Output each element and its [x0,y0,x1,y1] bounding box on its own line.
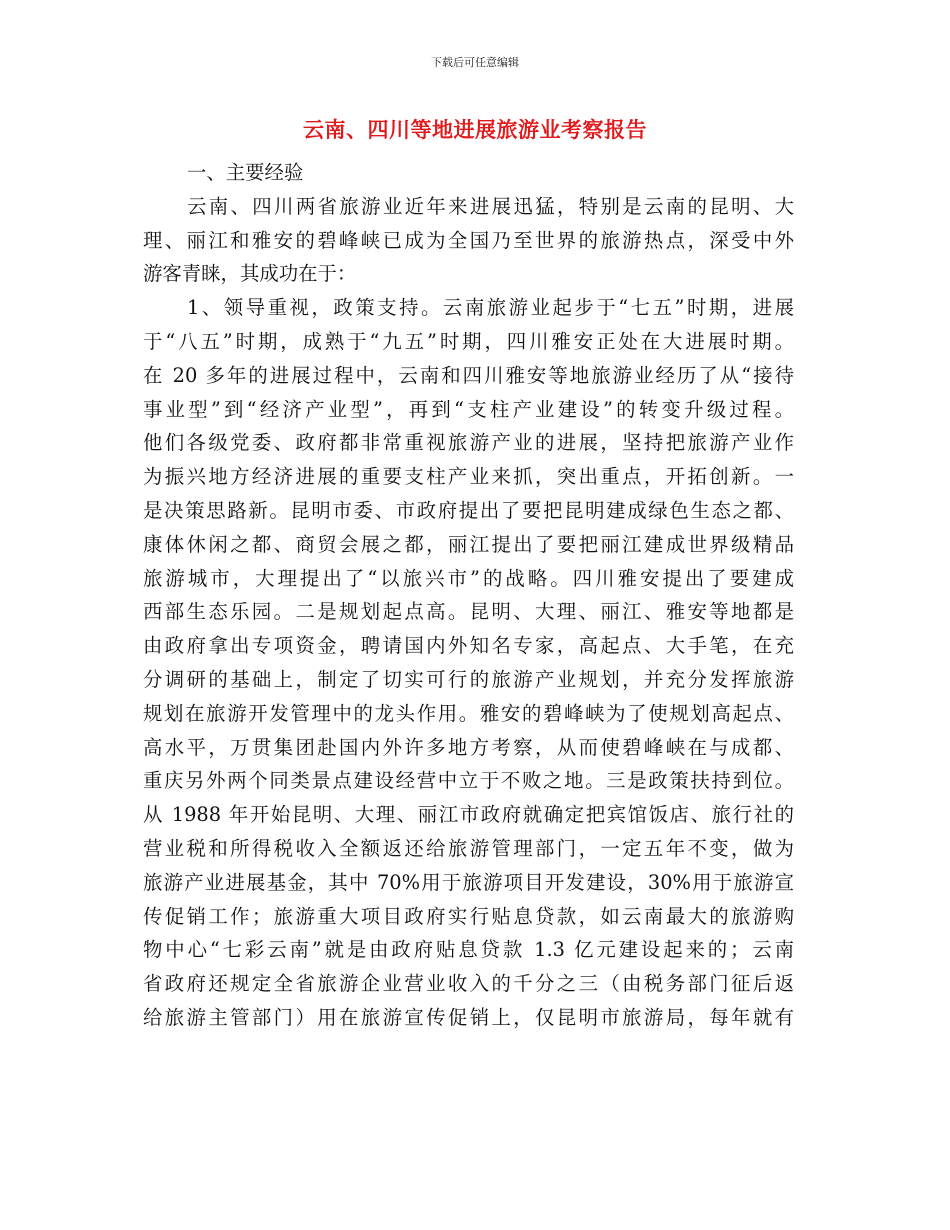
document-body [143,156,794,1035]
text-line: 从 1988 年开始昆明、大理、丽江市政府就确定把宾馆饭店、旅行社的 [143,803,794,827]
text-line: 是决策思路新。昆明市委、市政府提出了要把昆明建成绿色生态之都、 [143,498,794,522]
text-line: 给旅游主管部门）用在旅游宣传促销上，仅昆明市旅游局，每年就有 [143,1005,794,1029]
text-line: 在 20 多年的进展过程中，云南和四川雅安等地旅游业经历了从“接待 [143,363,794,387]
text-line: 物中心“七彩云南”就是由政府贴息贷款 1.3 亿元建设起来的；云南 [143,938,794,962]
text-line: 由政府拿出专项资金，聘请国内外知名专家，高起点、大手笔，在充 [143,634,794,658]
header-note: 下载后可任意编辑 [431,56,519,69]
text-line: 1、领导重视，政策支持。云南旅游业起步于“七五”时期，进展 [187,296,794,320]
text-line: 康体休闲之都、商贸会展之都，丽江提出了要把丽江建成世界级精品 [143,532,794,556]
text-line: 旅游产业进展基金，其中 70%用于旅游项目开发建设，30%用于旅游宣 [143,870,794,894]
text-line: 游客青睐，其成功在于： [143,262,357,286]
text-line: 省政府还规定全省旅游企业营业收入的千分之三（由税务部门征后返 [143,972,794,996]
text-line: 规划在旅游开发管理中的龙头作用。雅安的碧峰峡为了使规划高起点、 [143,701,794,725]
text-line: 分调研的基础上，制定了切实可行的旅游产业规划，并充分发挥旅游 [143,667,794,691]
text-line: 理、丽江和雅安的碧峰峡已成为全国乃至世界的旅游热点，深受中外 [143,228,794,252]
text-line: 传促销工作；旅游重大项目政府实行贴息贷款，如云南最大的旅游购 [143,904,794,928]
text-line: 云南、四川两省旅游业近年来进展迅猛，特别是云南的昆明、大 [187,194,794,218]
text-line: 西部生态乐园。二是规划起点高。昆明、大理、丽江、雅安等地都是 [143,600,794,624]
text-line: 事业型”到“经济产业型”，再到“支柱产业建设”的转变升级过程。 [143,397,794,421]
text-line: 他们各级党委、政府都非常重视旅游产业的进展，坚持把旅游产业作 [143,431,794,455]
text-line: 高水平，万贯集团赴国内外许多地方考察，从而使碧峰峡在与成都、 [143,735,794,759]
text-line: 于“八五”时期，成熟于“九五”时期，四川雅安正处在大进展时期。 [143,329,794,353]
section-heading: 一、主要经验 [187,161,304,184]
text-line: 营业税和所得税收入全额返还给旅游管理部门，一定五年不变，做为 [143,836,794,860]
text-line: 为振兴地方经济进展的重要支柱产业来抓，突出重点，开拓创新。一 [143,465,794,489]
text-line: 旅游城市，大理提出了“以旅兴市”的战略。四川雅安提出了要建成 [143,566,794,590]
document-title: 云南、四川等地进展旅游业考察报告 [303,117,647,142]
text-line: 重庆另外两个同类景点建设经营中立于不败之地。三是政策扶持到位。 [143,769,794,793]
